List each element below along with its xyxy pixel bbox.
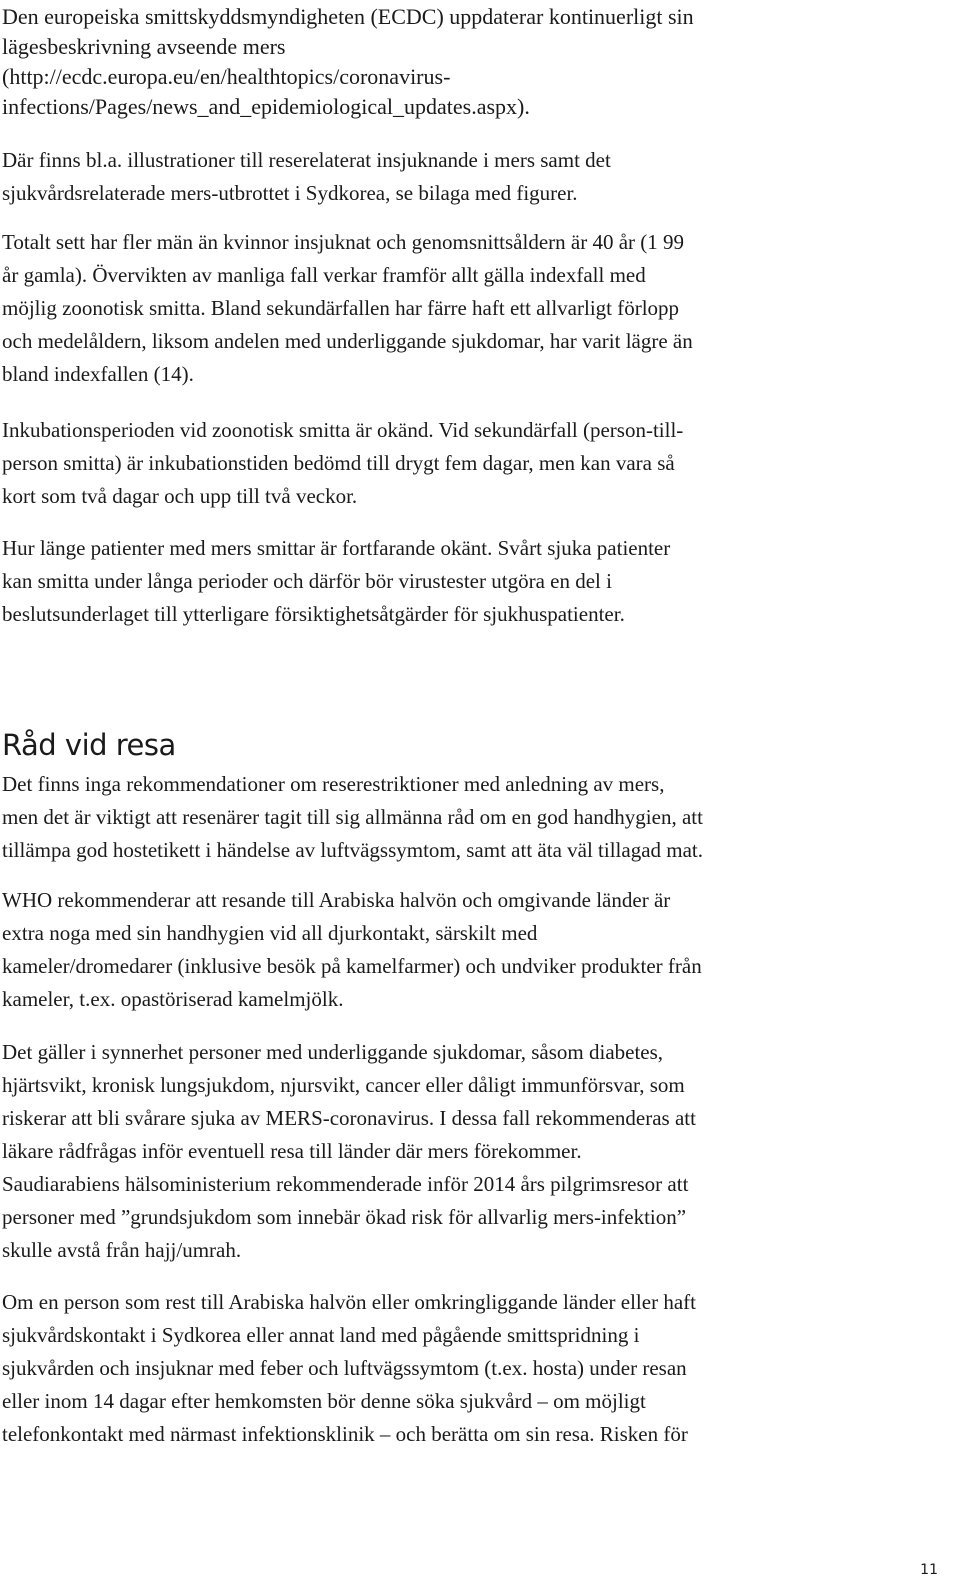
paragraph-symptoms-after-travel	[2, 1286, 696, 1451]
paragraph-risk-groups	[2, 1036, 696, 1267]
paragraph-line: tillämpa god hostetikett i händelse av luftvägssymtom, samt att äta väl tillagad mat.	[2, 838, 704, 862]
paragraph-line: telefonkontakt med närmast infektionsklinik – och berätta om sin resa. Risken för	[2, 1422, 688, 1446]
page-number: 11	[920, 1562, 938, 1578]
paragraph-line: Det finns inga rekommendationer om reserestriktioner med anledning av mers,	[2, 772, 665, 796]
paragraph-travel-advice	[2, 768, 703, 867]
paragraph-line: kameler/dromedarer (inklusive besök på kamelfarmer) och undviker produkter från	[2, 954, 702, 978]
paragraph-demographics	[2, 226, 693, 391]
intro-line: infections/Pages/news_and_epidemiological_updates.aspx).	[2, 94, 530, 119]
paragraph-line: skulle avstå från hajj/umrah.	[2, 1238, 242, 1262]
paragraph-line: sjukvården och insjuknar med feber och luftvägssymtom (t.ex. hosta) under resan	[2, 1356, 687, 1380]
paragraph-line: möjlig zoonotisk smitta. Bland sekundärfallen har färre haft ett allvarligt förlopp	[2, 296, 680, 320]
paragraph-line: läkare rådfrågas inför eventuell resa till länder där mers förekommer.	[2, 1139, 582, 1163]
paragraph-line: sjukvårdsrelaterade mers-utbrottet i Sydkorea, se bilaga med figurer.	[2, 181, 578, 205]
paragraph-line: kameler, t.ex. opastöriserad kamelmjölk.	[2, 987, 344, 1011]
paragraph-line: bland indexfallen (14).	[2, 362, 194, 386]
paragraph-line: kort som två dagar och upp till två veckor.	[2, 484, 358, 508]
paragraph-line: hjärtsvikt, kronisk lungsjukdom, njursvikt, cancer eller dåligt immunförsvar, som	[2, 1073, 685, 1097]
paragraph-line: eller inom 14 dagar efter hemkomsten bör denne söka sjukvård – om möjligt	[2, 1389, 646, 1413]
intro-line: Den europeiska smittskyddsmyndigheten (ECDC) uppdaterar kontinuerligt sin	[2, 4, 694, 29]
paragraph-contagion	[2, 532, 670, 631]
paragraph-line: år gamla). Övervikten av manliga fall verkar framför allt gälla indexfall med	[2, 263, 646, 287]
paragraph-line: Saudiarabiens hälsoministerium rekommenderade inför 2014 års pilgrimsresor att	[2, 1172, 689, 1196]
intro-line: (http://ecdc.europa.eu/en/healthtopics/coronavirus-	[2, 64, 451, 89]
paragraph-incubation	[2, 414, 683, 513]
paragraph-line: beslutsunderlaget till ytterligare försiktighetsåtgärder för sjukhuspatienter.	[2, 602, 625, 626]
intro-paragraph	[2, 0, 694, 122]
paragraph-line: men det är viktigt att resenärer tagit till sig allmänna råd om en god handhygien, att	[2, 805, 703, 829]
paragraph-line: riskerar att bli svårare sjuka av MERS-coronavirus. I dessa fall rekommenderas att	[2, 1106, 696, 1130]
section-heading: Råd vid resa	[2, 728, 176, 762]
intro-line: lägesbeskrivning avseende mers	[2, 34, 286, 59]
paragraph-line: Om en person som rest till Arabiska halvön eller omkringliggande länder eller haft	[2, 1290, 696, 1314]
paragraph-line: extra noga med sin handhygien vid all djurkontakt, särskilt med	[2, 921, 538, 945]
paragraph-line: Hur länge patienter med mers smittar är fortfarande okänt. Svårt sjuka patienter	[2, 536, 671, 560]
paragraph-line: person smitta) är inkubationstiden bedömd till drygt fem dagar, men kan vara så	[2, 451, 675, 475]
paragraph-illustrations	[2, 144, 611, 210]
paragraph-line: Där finns bl.a. illustrationer till reserelaterat insjuknande i mers samt det	[2, 148, 611, 172]
paragraph-line: sjukvårdskontakt i Sydkorea eller annat land med pågående smittspridning i	[2, 1323, 640, 1347]
paragraph-line: kan smitta under långa perioder och därför bör virustester utgöra en del i	[2, 569, 612, 593]
paragraph-line: och medelåldern, liksom andelen med underliggande sjukdomar, har varit lägre än	[2, 329, 693, 353]
paragraph-line: WHO rekommenderar att resande till Arabiska halvön och omgivande länder är	[2, 888, 671, 912]
paragraph-line: personer med ”grundsjukdom som innebär ökad risk för allvarlig mers-infektion”	[2, 1205, 687, 1229]
paragraph-line: Totalt sett har fler män än kvinnor insjuknat och genomsnittsåldern är 40 år (1 99	[2, 230, 685, 254]
paragraph-line: Det gäller i synnerhet personer med underliggande sjukdomar, såsom diabetes,	[2, 1040, 664, 1064]
paragraph-line: Inkubationsperioden vid zoonotisk smitta är okänd. Vid sekundärfall (person-till-	[2, 418, 684, 442]
paragraph-who-recommendation	[2, 884, 702, 1016]
